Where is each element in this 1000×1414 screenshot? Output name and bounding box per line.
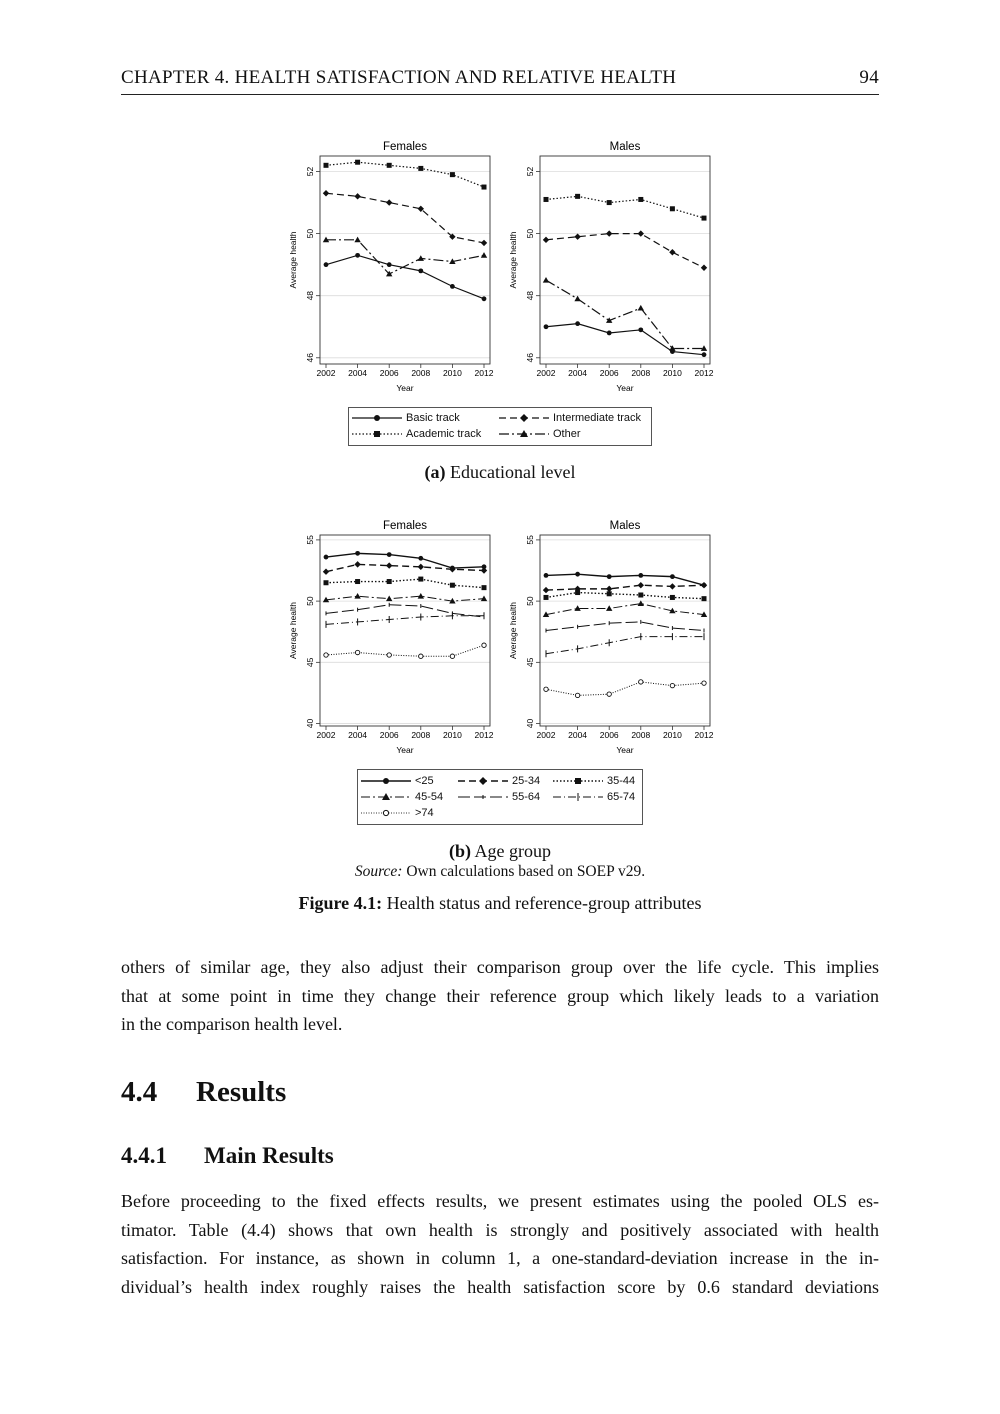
data-point — [324, 163, 329, 168]
figure-source: Source: Own calculations based on SOEP v29. — [354, 863, 646, 880]
plot-frame — [320, 535, 490, 726]
data-point — [606, 230, 612, 236]
data-point — [607, 200, 612, 205]
series-line — [546, 593, 704, 599]
data-point — [418, 268, 423, 273]
legend-label: Intermediate track — [553, 412, 642, 424]
data-point — [386, 199, 392, 205]
x-tick-label: 2010 — [442, 730, 462, 740]
y-tick-label: 45 — [525, 657, 535, 668]
legend-item — [352, 426, 481, 442]
legend-key-gt74 — [361, 808, 411, 818]
data-point — [354, 561, 360, 567]
data-point — [418, 577, 423, 582]
data-point — [355, 650, 359, 654]
data-point — [450, 284, 455, 289]
data-point — [323, 569, 329, 575]
x-tick-label: 2004 — [568, 368, 588, 378]
legend-label: Basic track — [406, 412, 460, 424]
data-point — [355, 160, 360, 165]
data-point — [419, 654, 423, 658]
plot-frame — [540, 535, 710, 726]
data-point — [355, 579, 360, 584]
chart-age-males — [508, 520, 714, 755]
data-point — [638, 592, 643, 597]
data-point — [386, 595, 392, 601]
series-line — [326, 645, 484, 656]
series-line — [546, 604, 704, 615]
series-line — [546, 637, 704, 654]
series-line — [326, 240, 484, 274]
data-point — [607, 591, 612, 596]
legend-label: 65-74 — [607, 791, 636, 803]
y-tick-label: 48 — [305, 290, 315, 301]
series-line — [326, 193, 484, 243]
data-point — [606, 605, 612, 611]
data-point — [418, 166, 423, 171]
data-point — [387, 579, 392, 584]
data-point — [702, 216, 707, 221]
x-tick-label: 2012 — [694, 368, 714, 378]
chart-title: Males — [609, 141, 641, 153]
data-point — [638, 582, 644, 588]
data-point — [387, 262, 392, 267]
x-tick-label: 2006 — [599, 368, 619, 378]
data-point — [670, 574, 675, 579]
x-tick-label: 2002 — [316, 730, 336, 740]
series-line — [546, 585, 704, 590]
x-tick-label: 2008 — [411, 730, 431, 740]
legend-age — [357, 769, 643, 825]
y-tick-label: 52 — [305, 166, 315, 177]
series-line — [326, 579, 484, 588]
y-axis-label: Average health — [288, 231, 298, 289]
data-point — [670, 683, 674, 687]
x-tick-label: 2002 — [536, 730, 556, 740]
plot-frame — [540, 156, 710, 364]
paragraph-2: Before proceeding to the fixed effects results, we present estimates using the pooled OLS es- timator. Table (4.4) shows that own health is strongly and positively associated with health satisfaction. For instance, as shown in column 1, a one-standard-deviation increase in the in- dividual’s health index roughly raises the health satisfaction score by 0.6 standard deviations — [121, 1191, 879, 1297]
y-tick-label: 45 — [305, 657, 315, 668]
data-point — [701, 265, 707, 271]
x-tick-label: 2012 — [474, 730, 494, 740]
section-heading: 4.4 Results — [121, 1076, 287, 1108]
data-point — [702, 352, 707, 357]
data-point — [355, 551, 360, 556]
x-axis-label: Year — [396, 745, 414, 755]
data-point — [575, 693, 579, 697]
subfigure-b-caption: (b) Age group — [449, 841, 551, 861]
subsection-heading: 4.4.1 Main Results — [121, 1143, 334, 1168]
legend-item — [458, 789, 540, 805]
data-point — [638, 230, 644, 236]
y-tick-label: 46 — [525, 353, 535, 363]
x-tick-label: 2012 — [694, 730, 714, 740]
data-point — [543, 587, 549, 593]
x-tick-label: 2008 — [631, 730, 651, 740]
x-tick-label: 2006 — [379, 368, 399, 378]
data-point — [482, 585, 487, 590]
data-point — [607, 331, 612, 336]
data-point — [418, 556, 423, 561]
data-point — [544, 595, 549, 600]
x-tick-label: 2006 — [599, 730, 619, 740]
x-tick-label: 2008 — [411, 368, 431, 378]
x-tick-label: 2004 — [348, 730, 368, 740]
y-tick-label: 40 — [525, 718, 535, 729]
data-point — [450, 654, 454, 658]
chart-edu-females — [288, 141, 494, 393]
chart-title: Females — [382, 520, 428, 532]
data-point — [354, 593, 360, 599]
series-line — [326, 255, 484, 298]
data-point — [324, 262, 329, 267]
data-point — [574, 234, 580, 240]
data-point — [670, 206, 675, 211]
legend-key-65-74 — [553, 792, 603, 802]
data-point — [450, 172, 455, 177]
legend-label: <25 — [415, 775, 434, 787]
y-tick-label: 55 — [525, 535, 535, 545]
y-tick-label: 50 — [525, 228, 535, 239]
series-line — [546, 196, 704, 218]
running-head: CHAPTER 4. HEALTH SATISFACTION AND RELATIVE HEALTH — [121, 67, 677, 88]
data-point — [544, 197, 549, 202]
legend-item — [352, 410, 460, 426]
data-point — [323, 190, 329, 196]
data-point — [701, 582, 707, 588]
data-point — [418, 564, 424, 570]
data-point — [481, 595, 487, 601]
y-tick-label: 52 — [525, 166, 535, 177]
x-axis-label: Year — [616, 745, 634, 755]
data-point — [387, 163, 392, 168]
data-point — [387, 552, 392, 557]
legend-key-lt25 — [361, 776, 411, 786]
y-axis-label: Average health — [508, 601, 518, 660]
data-point — [544, 573, 549, 578]
data-point — [354, 237, 360, 243]
data-point — [324, 653, 328, 657]
data-point — [544, 687, 548, 691]
y-axis-label: Average health — [288, 601, 298, 660]
x-tick-label: 2012 — [474, 368, 494, 378]
x-axis-label: Year — [396, 383, 414, 393]
legend-label: >74 — [415, 807, 434, 819]
y-tick-label: 50 — [525, 596, 535, 606]
x-tick-label: 2002 — [536, 368, 556, 378]
data-point — [354, 193, 360, 199]
subfigure-a-caption: (a) Educational level — [424, 462, 576, 482]
legend-key-other — [499, 429, 549, 439]
data-point — [387, 653, 391, 657]
chart-age-females — [288, 520, 494, 755]
series-line — [326, 605, 484, 617]
legend-key-55-64 — [458, 792, 508, 802]
data-point — [482, 185, 487, 190]
data-point — [324, 555, 329, 560]
legend-item — [499, 426, 581, 442]
data-point — [702, 596, 707, 601]
data-point — [418, 593, 424, 599]
data-point — [543, 237, 549, 243]
x-tick-label: 2006 — [379, 730, 399, 740]
x-tick-label: 2010 — [662, 368, 682, 378]
legend-label: 45-54 — [415, 791, 444, 803]
series-line — [546, 280, 704, 348]
legend-educational — [348, 407, 652, 446]
data-point — [575, 590, 580, 595]
legend-key-35-44 — [553, 776, 603, 786]
x-tick-label: 2010 — [662, 730, 682, 740]
data-point — [638, 573, 643, 578]
data-point — [607, 574, 612, 579]
legend-item — [499, 410, 641, 426]
data-point — [418, 255, 424, 261]
data-point — [575, 572, 580, 577]
data-point — [669, 583, 675, 589]
series-line — [546, 622, 704, 631]
data-point — [606, 586, 612, 592]
data-point — [575, 194, 580, 199]
legend-key-academic — [352, 429, 402, 439]
legend-item — [553, 773, 635, 789]
y-tick-label: 48 — [525, 290, 535, 301]
data-point — [669, 249, 675, 255]
data-point — [481, 252, 487, 258]
data-point — [481, 240, 487, 246]
y-tick-label: 50 — [305, 228, 315, 239]
data-point — [638, 197, 643, 202]
data-point — [543, 277, 549, 283]
data-point — [450, 583, 455, 588]
legend-label: Other — [553, 428, 581, 440]
legend-key-25-34 — [458, 776, 508, 786]
legend-key-45-54 — [361, 792, 411, 802]
legend-item — [458, 773, 540, 789]
data-point — [702, 681, 706, 685]
data-point — [481, 567, 487, 573]
series-line — [326, 162, 484, 187]
legend-label: Academic track — [406, 428, 482, 440]
data-point — [482, 296, 487, 301]
data-point — [607, 692, 611, 696]
legend-item — [553, 789, 635, 805]
data-point — [355, 253, 360, 258]
series-line — [546, 682, 704, 695]
page-number: 94 — [859, 67, 879, 88]
data-point — [544, 324, 549, 329]
legend-label: 55-64 — [512, 791, 541, 803]
data-point — [386, 562, 392, 568]
y-tick-label: 55 — [305, 535, 315, 545]
data-point — [482, 643, 486, 647]
data-point — [638, 305, 644, 311]
legend-item — [361, 805, 434, 821]
y-tick-label: 40 — [305, 718, 315, 729]
data-point — [639, 680, 643, 684]
data-point — [574, 296, 580, 302]
chart-title: Females — [382, 141, 428, 153]
x-tick-label: 2008 — [631, 368, 651, 378]
legend-label: 35-44 — [607, 775, 636, 787]
legend-item — [361, 789, 443, 805]
x-axis-label: Year — [616, 383, 634, 393]
legend-item — [361, 773, 434, 789]
legend-key-basic — [352, 413, 402, 423]
series-line — [546, 574, 704, 585]
x-tick-label: 2002 — [316, 368, 336, 378]
series-line — [546, 234, 704, 268]
data-point — [670, 595, 675, 600]
y-tick-label: 46 — [305, 353, 315, 363]
data-point — [575, 321, 580, 326]
series-line — [546, 324, 704, 355]
chart-edu-males — [508, 141, 714, 393]
legend-key-intermediate — [499, 413, 549, 423]
series-line — [326, 616, 484, 625]
x-tick-label: 2010 — [442, 368, 462, 378]
y-tick-label: 50 — [305, 596, 315, 606]
figure-caption: Figure 4.1: Health status and reference-group attributes — [298, 893, 702, 913]
series-line — [326, 596, 484, 601]
data-point — [638, 327, 643, 332]
plot-frame — [320, 156, 490, 364]
legend-label: 25-34 — [512, 775, 541, 787]
y-axis-label: Average health — [508, 231, 518, 289]
chart-title: Males — [609, 520, 641, 532]
paragraph-1: others of similar age, they also adjust their comparison group over the life cycle. This implies that at some point in time they change their reference group which likely leads to a variation in the comparison health level. — [121, 957, 879, 1034]
data-point — [324, 580, 329, 585]
x-tick-label: 2004 — [568, 730, 588, 740]
x-tick-label: 2004 — [348, 368, 368, 378]
